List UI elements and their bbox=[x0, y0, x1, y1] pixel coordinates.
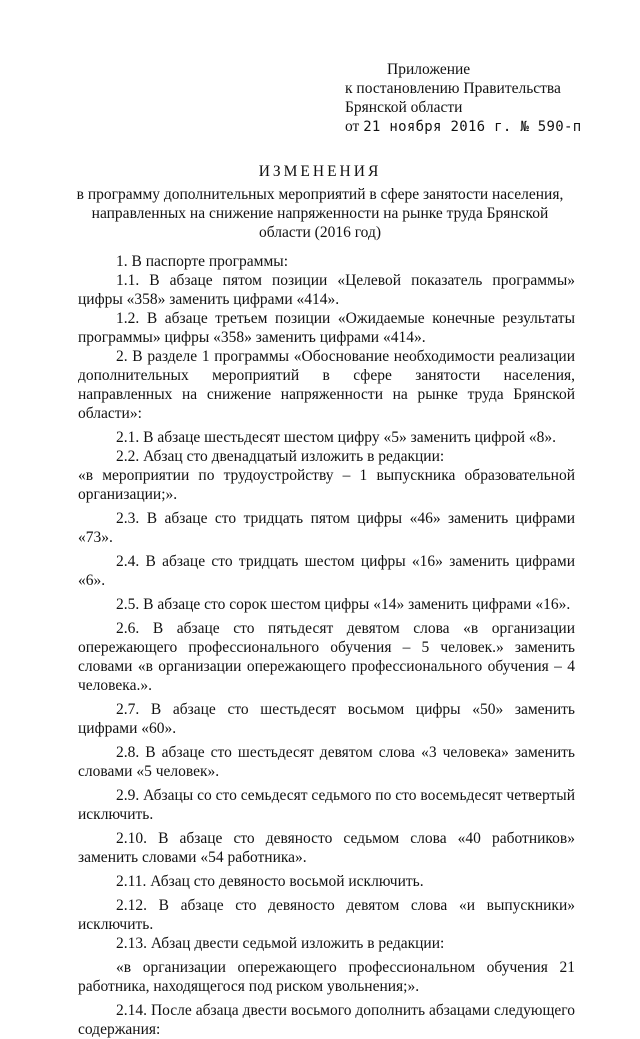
appendix-date-line bbox=[345, 117, 581, 137]
paragraph: 2.9. Абзацы со сто семьдесят седьмого по сто восемьдесят четвертый исключить. bbox=[78, 787, 575, 823]
document-body bbox=[78, 252, 575, 1039]
paragraph: 2.11. Абзац сто девяносто восьмой исключить. bbox=[116, 873, 424, 890]
paragraph: 2.8. В абзаце сто шестьдесят девятом слова «3 человека» заменить словами «5 человек». bbox=[78, 744, 575, 780]
date-stamp: 21 ноября 2016 г. № 590-п bbox=[363, 119, 582, 135]
paragraph: 2.6. В абзаце сто пятьдесят девятом слова «в организации опережающего профессионального обучения – 5 человек.» заменить словами «в организации опережающего профессионального обучения – 4 человека.». bbox=[78, 620, 575, 694]
paragraph: 2.12. В абзаце сто девяносто девятом слова «и выпускники» исключить. bbox=[78, 897, 575, 933]
paragraph: 2.13. Абзац двести седьмой изложить в редакции: bbox=[116, 935, 445, 952]
appendix-block bbox=[345, 60, 581, 137]
paragraph: 2.4. В абзаце сто тридцать шестом цифры «16» заменить цифрами «6». bbox=[78, 553, 575, 589]
appendix-heading: Приложение bbox=[387, 61, 471, 78]
paragraph: 2.14. После абзаца двести восьмого дополнить абзацами следующего содержания: bbox=[78, 1002, 575, 1038]
paragraph: 2.3. В абзаце сто тридцать пятом цифры «46» заменить цифрами «73». bbox=[78, 510, 575, 546]
paragraph: «в мероприятии по трудоустройству – 1 выпускника образовательной организации;». bbox=[78, 467, 575, 503]
document-subtitle: в программу дополнительных мероприятий в сфере занятости населения, направленных на снижение напряженности на рынке труда Брянской области (2016 год) bbox=[76, 186, 564, 241]
appendix-resolution: к постановлению Правительства bbox=[345, 80, 561, 97]
paragraph: 2.7. В абзаце сто шестьдесят восьмом цифры «50» заменить цифрами «60». bbox=[78, 701, 575, 737]
paragraph: 2.1. В абзаце шестьдесят шестом цифру «5» заменить цифрой «8». bbox=[116, 429, 557, 446]
paragraph: 1.1. В абзаце пятом позиции «Целевой показатель программы» цифры «358» заменить цифрами «414». bbox=[78, 272, 575, 308]
paragraph: 2.5. В абзаце сто сорок шестом цифры «14» заменить цифрами «16». bbox=[116, 596, 571, 613]
date-prefix: от bbox=[345, 118, 360, 135]
paragraph: 2.10. В абзаце сто девяносто седьмом слова «40 работников» заменить словами «54 работника». bbox=[78, 830, 575, 866]
paragraph: 1. В паспорте программы: bbox=[116, 253, 289, 270]
appendix-region: Брянской области bbox=[345, 99, 463, 116]
paragraph: 2. В разделе 1 программы «Обоснование необходимости реализации дополнительных мероприятий в сфере занятости населения, направленных на снижение напряженности на рынке труда Брянской области»: bbox=[78, 348, 575, 422]
paragraph: 2.2. Абзац сто двенадцатый изложить в редакции: bbox=[116, 448, 445, 465]
document-title: ИЗМЕНЕНИЯ bbox=[258, 163, 382, 180]
paragraph: 1.2. В абзаце третьем позиции «Ожидаемые конечные результаты программы» цифры «358» заменить цифрами «414». bbox=[78, 310, 575, 346]
paragraph: «в организации опережающего профессиональном обучения 21 работника, находящегося под риском увольнения;». bbox=[78, 959, 575, 995]
